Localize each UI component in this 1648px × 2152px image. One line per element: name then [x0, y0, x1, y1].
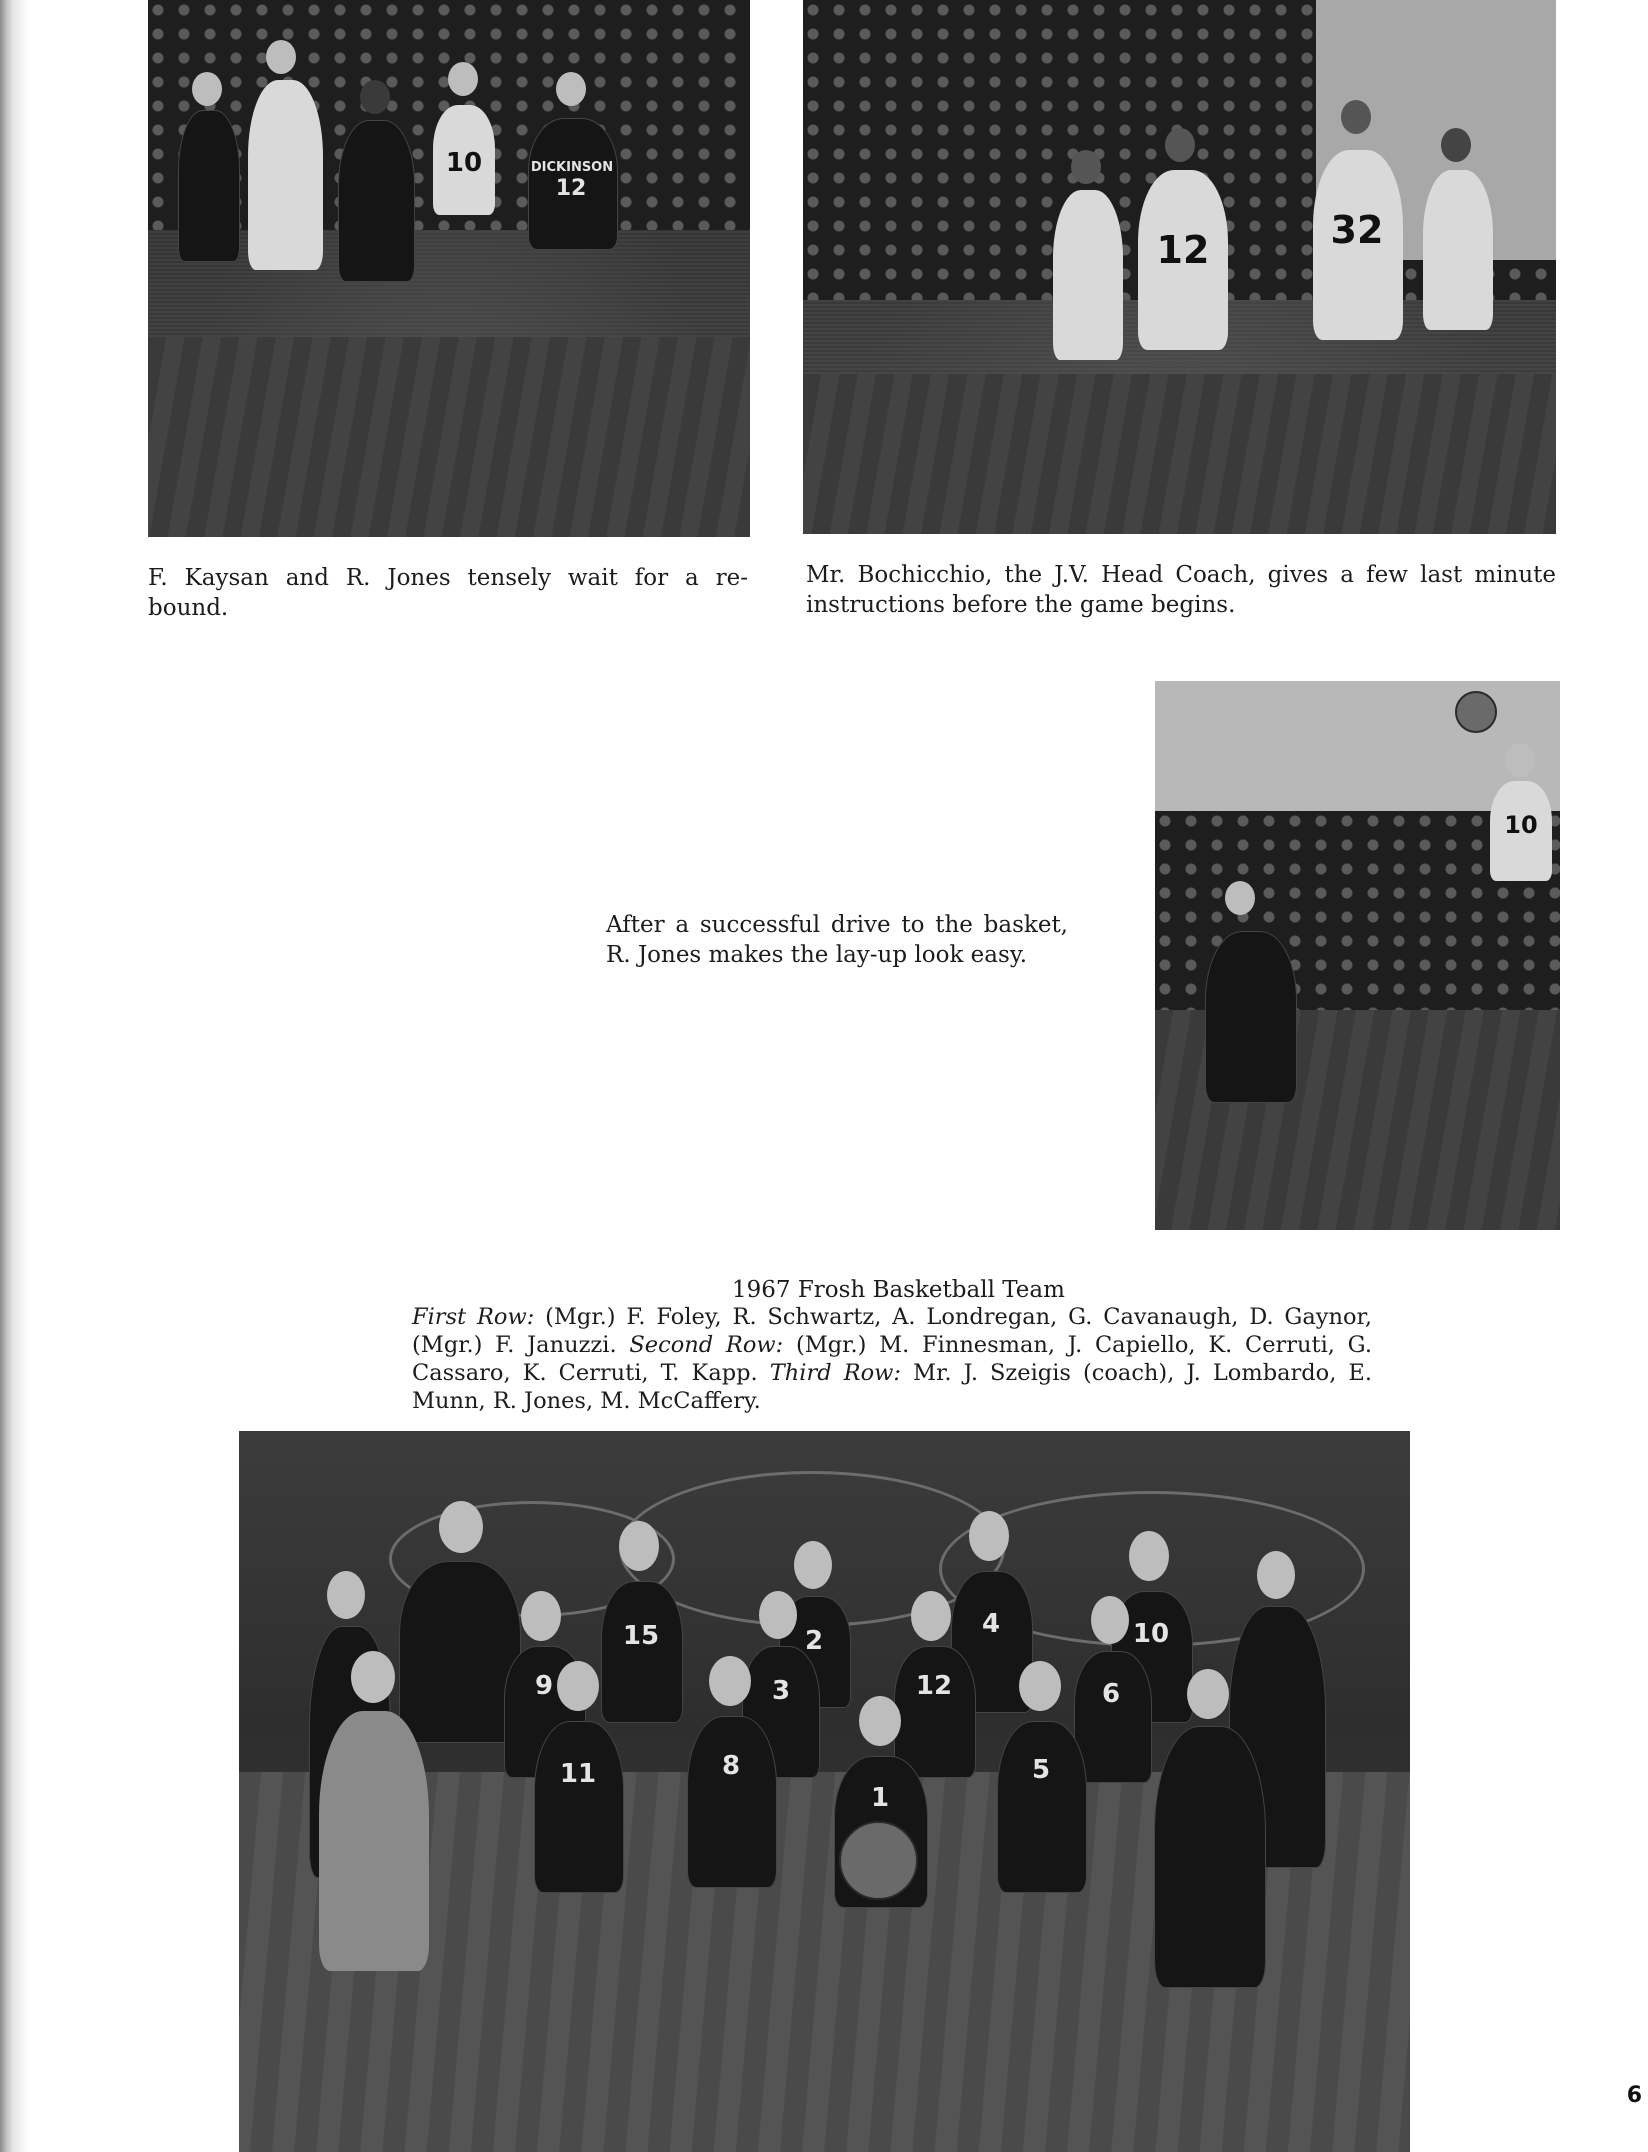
roster-third-row-label: Third Row:: [769, 1360, 901, 1386]
jersey-number: 15: [622, 1621, 660, 1651]
player-head: [1071, 150, 1101, 184]
player: [338, 120, 415, 282]
caption-coach-instructions: [806, 560, 1556, 620]
player: [687, 1716, 777, 1888]
player: [534, 1721, 624, 1893]
player-head: [859, 1696, 901, 1746]
roster-second-row-label: Second Row:: [629, 1332, 784, 1358]
photo-coach-instructions: [803, 0, 1556, 534]
player-head: [911, 1591, 951, 1641]
jersey-number: 10: [1132, 1619, 1170, 1649]
player: [894, 1646, 976, 1778]
player-head: [1091, 1596, 1129, 1644]
jersey-number: 2: [804, 1626, 824, 1656]
player: [1074, 1651, 1152, 1783]
player-head: [1257, 1551, 1295, 1599]
player-head: [1441, 128, 1471, 162]
binding-shadow: [14, 0, 28, 2152]
jersey-number: 5: [1031, 1755, 1051, 1785]
basketball: [1455, 691, 1497, 733]
jersey-number: 11: [559, 1759, 597, 1789]
caption-line: instructions before the game begins.: [806, 592, 1236, 618]
player: [248, 80, 323, 270]
player-head: [360, 80, 390, 114]
manager: [1154, 1726, 1266, 1988]
jersey-number: 9: [534, 1671, 554, 1701]
caption-rebound: [148, 563, 748, 623]
coach: [399, 1561, 521, 1743]
jersey-number: 12: [915, 1671, 953, 1701]
jersey-number: 12: [555, 176, 587, 201]
caption-line: bound.: [148, 595, 229, 621]
court-floor: [803, 374, 1556, 534]
page-number: 6: [1626, 2083, 1642, 2108]
player-head: [327, 1571, 365, 1619]
jersey-number: 32: [1330, 208, 1384, 252]
player-head: [969, 1511, 1009, 1561]
player-head: [521, 1591, 561, 1641]
caption-line: F. Kaysan and R. Jones tensely wait for a re-: [148, 565, 748, 591]
photo-team: [239, 1431, 1410, 2152]
manager: [319, 1711, 429, 1971]
player: [1423, 170, 1493, 330]
player-head: [1019, 1661, 1061, 1711]
caption-line: R. Jones makes the lay-up look easy.: [606, 942, 1028, 968]
jersey-text: DICKINSON: [530, 160, 614, 175]
roster-second-row: (Mgr.) M. Finnesman, J. Capiello, K. Cerruti, G. Cassaro, K. Cerruti, T. Kapp.: [412, 1332, 1372, 1386]
caption-line: After a successful drive to the basket,: [606, 912, 1068, 938]
player: [997, 1721, 1087, 1893]
player-head: [1187, 1669, 1229, 1719]
team-roster: [412, 1303, 1372, 1415]
player: [601, 1581, 683, 1723]
player-head: [759, 1591, 797, 1639]
caption-lay-up: [606, 910, 1068, 970]
player: [178, 110, 240, 262]
player-head: [1225, 881, 1255, 915]
roster-third-row: Mr. J. Szeigis (coach), J. Lombardo, E. Munn, R. Jones, M. McCaffery.: [412, 1360, 1372, 1414]
basketball: [839, 1821, 918, 1900]
player: [1205, 931, 1297, 1103]
player-head: [1165, 128, 1195, 162]
team-photo-title: 1967 Frosh Basketball Team: [732, 1277, 1065, 1303]
player-head: [1129, 1531, 1169, 1581]
photo-rebound: [148, 0, 750, 537]
player-head: [351, 1651, 395, 1703]
player-head: [556, 72, 586, 106]
player-head: [439, 1501, 483, 1553]
photo-lay-up: [1155, 681, 1560, 1230]
player-head: [266, 40, 296, 74]
player-head: [192, 72, 222, 106]
player-head: [448, 62, 478, 96]
jersey-number: 8: [721, 1751, 741, 1781]
jersey-number: 4: [981, 1609, 1001, 1639]
jersey-number: 1: [870, 1783, 890, 1813]
jersey-number: 10: [1504, 811, 1538, 839]
roster-first-row: (Mgr.) F. Foley, R. Schwartz, A. Londregan, G. Cavanaugh, D. Gaynor, (Mgr.) F. Januzzi.: [412, 1304, 1372, 1358]
caption-line: Mr. Bochicchio, the J.V. Head Coach, gives a few last minute: [806, 562, 1556, 588]
roster-first-row-label: First Row:: [412, 1304, 535, 1330]
jersey-number: 12: [1156, 228, 1210, 272]
player-head: [1341, 100, 1371, 134]
court-floor: [148, 337, 750, 537]
book-binding: [0, 0, 14, 2152]
player-head: [794, 1541, 832, 1589]
jersey-number: 10: [445, 148, 483, 178]
player-head: [709, 1656, 751, 1706]
jersey-number: 6: [1101, 1679, 1121, 1709]
jersey-number: 3: [771, 1676, 791, 1706]
player-head: [557, 1661, 599, 1711]
player: [1053, 190, 1123, 360]
player-head: [1505, 743, 1535, 777]
player-head: [619, 1521, 659, 1571]
